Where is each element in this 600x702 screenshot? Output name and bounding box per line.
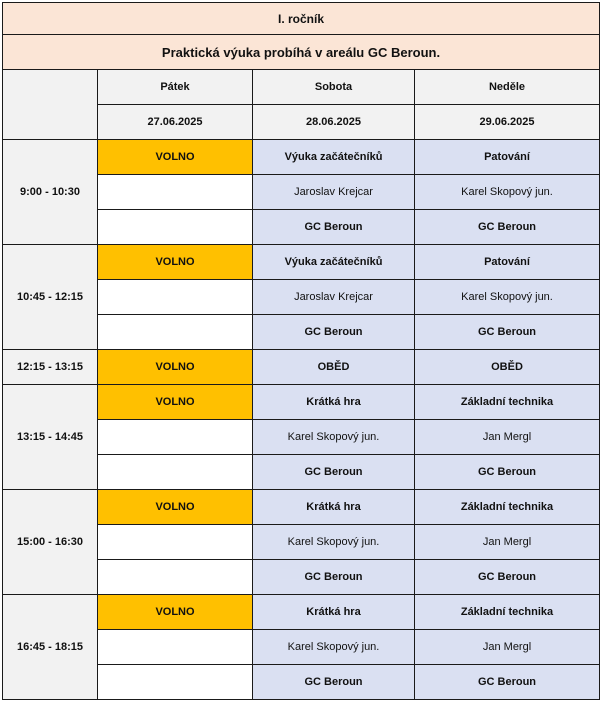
friday-empty	[98, 315, 253, 350]
saturday-activity: Výuka začátečníků	[253, 245, 415, 280]
corner-cell	[3, 70, 98, 140]
saturday-location: GC Beroun	[253, 315, 415, 350]
time-slot: 12:15 - 13:15	[3, 350, 98, 385]
time-slot: 15:00 - 16:30	[3, 490, 98, 595]
friday-empty	[98, 455, 253, 490]
sunday-activity: Základní technika	[415, 595, 600, 630]
friday-volno: VOLNO	[98, 490, 253, 525]
sunday-instructor: Karel Skopový jun.	[415, 280, 600, 315]
sunday-activity: Patování	[415, 245, 600, 280]
time-slot: 16:45 - 18:15	[3, 595, 98, 700]
saturday-instructor: Jaroslav Krejcar	[253, 175, 415, 210]
friday-volno: VOLNO	[98, 245, 253, 280]
day-date-sunday: 29.06.2025	[415, 105, 600, 140]
sunday-instructor: Karel Skopový jun.	[415, 175, 600, 210]
sunday-location: GC Beroun	[415, 560, 600, 595]
saturday-activity: Krátká hra	[253, 595, 415, 630]
day-date-friday: 27.06.2025	[98, 105, 253, 140]
saturday-activity: Krátká hra	[253, 490, 415, 525]
schedule-subtitle: Praktická výuka probíhá v areálu GC Beroun.	[3, 35, 600, 70]
schedule-title: I. ročník	[3, 3, 600, 35]
friday-volno: VOLNO	[98, 350, 253, 385]
friday-empty	[98, 280, 253, 315]
saturday-location: GC Beroun	[253, 665, 415, 700]
friday-empty	[98, 210, 253, 245]
friday-volno: VOLNO	[98, 140, 253, 175]
friday-volno: VOLNO	[98, 385, 253, 420]
saturday-location: GC Beroun	[253, 455, 415, 490]
sunday-location: GC Beroun	[415, 315, 600, 350]
friday-empty	[98, 665, 253, 700]
saturday-location: GC Beroun	[253, 560, 415, 595]
friday-empty	[98, 630, 253, 665]
day-date-saturday: 28.06.2025	[253, 105, 415, 140]
time-slot: 13:15 - 14:45	[3, 385, 98, 490]
sunday-activity: Patování	[415, 140, 600, 175]
saturday-activity: Krátká hra	[253, 385, 415, 420]
saturday-location: GC Beroun	[253, 210, 415, 245]
sunday-location: GC Beroun	[415, 455, 600, 490]
friday-empty	[98, 525, 253, 560]
saturday-activity: Výuka začátečníků	[253, 140, 415, 175]
saturday-instructor: Karel Skopový jun.	[253, 420, 415, 455]
saturday-instructor: Jaroslav Krejcar	[253, 280, 415, 315]
friday-empty	[98, 175, 253, 210]
saturday-instructor: Karel Skopový jun.	[253, 630, 415, 665]
sunday-instructor: Jan Mergl	[415, 420, 600, 455]
friday-empty	[98, 420, 253, 455]
saturday-lunch: OBĚD	[253, 350, 415, 385]
sunday-location: GC Beroun	[415, 210, 600, 245]
day-name-sunday: Neděle	[415, 70, 600, 105]
sunday-activity: Základní technika	[415, 385, 600, 420]
schedule-table	[2, 2, 600, 700]
sunday-location: GC Beroun	[415, 665, 600, 700]
friday-empty	[98, 560, 253, 595]
friday-volno: VOLNO	[98, 595, 253, 630]
saturday-instructor: Karel Skopový jun.	[253, 525, 415, 560]
time-slot: 9:00 - 10:30	[3, 140, 98, 245]
day-name-friday: Pátek	[98, 70, 253, 105]
sunday-instructor: Jan Mergl	[415, 525, 600, 560]
sunday-lunch: OBĚD	[415, 350, 600, 385]
sunday-activity: Základní technika	[415, 490, 600, 525]
day-name-saturday: Sobota	[253, 70, 415, 105]
sunday-instructor: Jan Mergl	[415, 630, 600, 665]
time-slot: 10:45 - 12:15	[3, 245, 98, 350]
